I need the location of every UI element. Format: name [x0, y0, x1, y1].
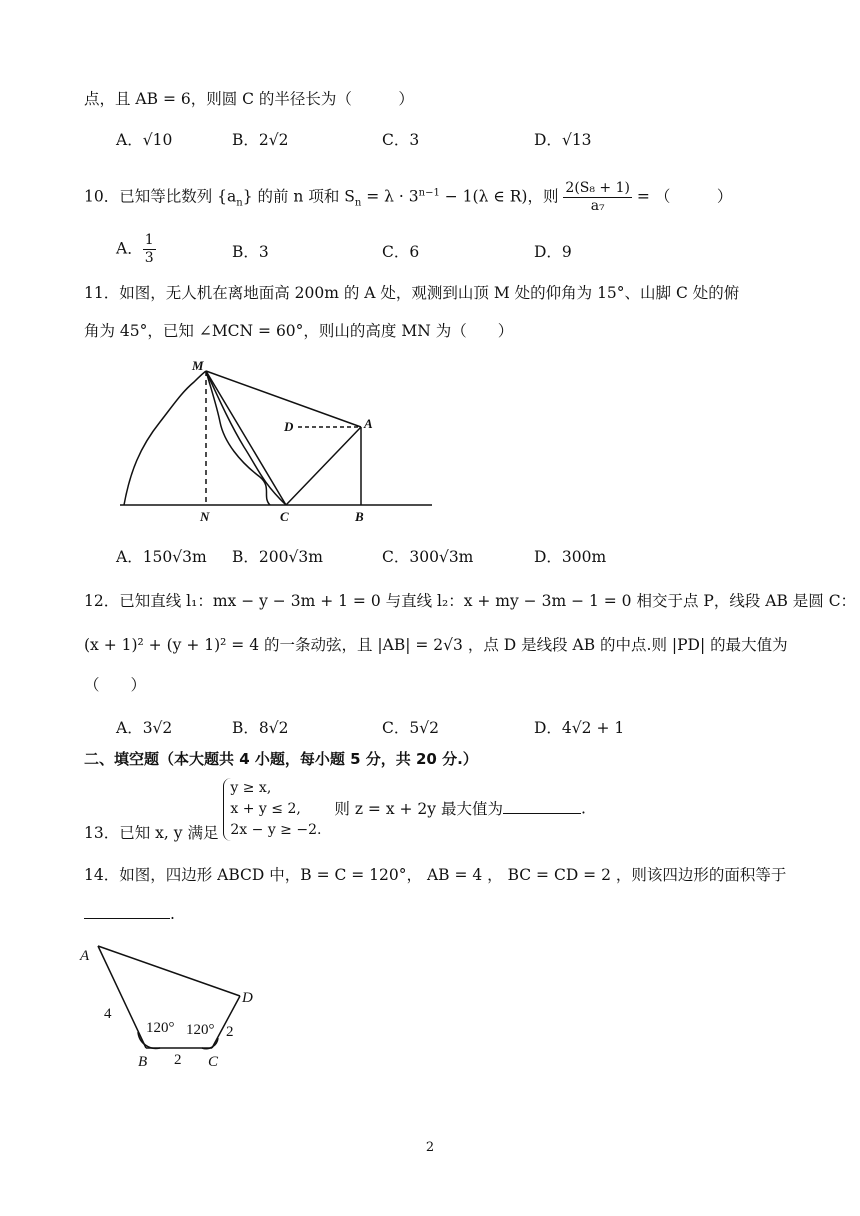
- q14-angle-c: 120°: [186, 1022, 215, 1038]
- q14-label-a: A: [80, 948, 90, 964]
- q12-option-d: D．4√2 + 1: [534, 719, 625, 737]
- q9-option-b: B．2√2: [232, 131, 289, 149]
- q13: 13．已知 x, y 满足 y ≥ x, x + y ≤ 2, 2x − y ≥ −2. 则 z = x + 2y 最大值为 .: [84, 780, 586, 842]
- q10-option-a: A． $\frac{1}{3}$: [116, 232, 154, 266]
- q9-option-a: A．√10: [116, 131, 173, 149]
- q13-constraints: y ≥ x, x + y ≤ 2, 2x − y ≥ −2.: [223, 778, 321, 841]
- q11-option-b: B．200√3m: [232, 548, 323, 566]
- q13-answer-blank[interactable]: [503, 797, 581, 814]
- q12-line1: 12．已知直线 l₁：mx − y − 3m + 1 = 0 与直线 l₂：x + my − 3m − 1 = 0 相交于点 P，线段 AB 是圆 C：: [84, 592, 857, 610]
- q9-stem: 点，且 AB = 6，则圆 C 的半径长为（ ）: [84, 90, 414, 108]
- q10-fraction: $\frac{\text{2(S₈ + 1)}}{\text{a₇}}$: [565, 180, 630, 214]
- section-title: 二、填空题（本大题共 4 小题，每小题 5 分，共 20 分.）: [84, 750, 478, 768]
- q9-option-c: C．3: [382, 131, 420, 149]
- page-number: 2: [425, 1140, 435, 1155]
- q11-option-c: C．300√3m: [382, 548, 474, 566]
- q10-stem: 10．已知等比数列 $\{a_n\}$ 的前 n 项和 $S_n = \lambda \cdot 3^{n-1} - 1(\lambda$ ∈ R)，则 $\frac{\text{2(S₈ + 1)}}{\text{a₇}}$ = （ ）: [84, 180, 733, 214]
- q14-figure: [78, 940, 268, 1075]
- q9-option-d: D．√13: [534, 131, 592, 149]
- q10-option-c: C．6: [382, 243, 420, 261]
- q14-label-b: B: [138, 1054, 148, 1070]
- q14-line1: 14．如图，四边形 ABCD 中，B = C = 120°， AB = 4 ， BC = CD = 2 ，则该四边形的面积等于: [84, 866, 787, 884]
- q10-option-d: D．9: [534, 243, 572, 261]
- q11-label-a: A: [364, 416, 373, 431]
- q12-line2: (x + 1)² + (y + 1)² = 4 的一条动弦，且 |AB| = 2√3 ，点 D 是线段 AB 的中点.则 |PD| 的最大值为: [84, 636, 788, 654]
- q11-figure: [112, 352, 442, 522]
- q14-label-bc: 2: [174, 1052, 182, 1068]
- q11-label-b: B: [355, 509, 364, 522]
- q10-option-b: B．3: [232, 243, 269, 261]
- q14-line2: .: [84, 902, 175, 925]
- q12-option-a: A．3√2: [116, 719, 173, 737]
- q11-option-a: A．150√3m: [116, 548, 207, 566]
- q11-label-m: M: [192, 358, 204, 373]
- q11-line2: 角为 45°，已知 ∠MCN = 60°，则山的高度 MN 为（ ）: [84, 322, 514, 340]
- q11-label-d: D: [284, 419, 294, 434]
- q11-option-d: D．300m: [534, 548, 607, 566]
- q14-label-cd: 2: [226, 1024, 234, 1040]
- q14-label-c: C: [208, 1054, 219, 1070]
- q12-option-c: C．5√2: [382, 719, 439, 737]
- q12-line3: （ ）: [84, 676, 147, 694]
- q14-label-ab: 4: [104, 1006, 112, 1022]
- q14-answer-blank[interactable]: [84, 902, 170, 919]
- q12-option-b: B．8√2: [232, 719, 289, 737]
- q11-label-c: C: [280, 509, 289, 522]
- q14-label-d: D: [242, 990, 253, 1006]
- q14-angle-b: 120°: [146, 1020, 175, 1036]
- q11-label-n: N: [200, 509, 210, 522]
- q11-line1: 11．如图，无人机在离地面高 200m 的 A 处，观测到山顶 M 处的仰角为 15°、山脚 C 处的俯: [84, 284, 740, 302]
